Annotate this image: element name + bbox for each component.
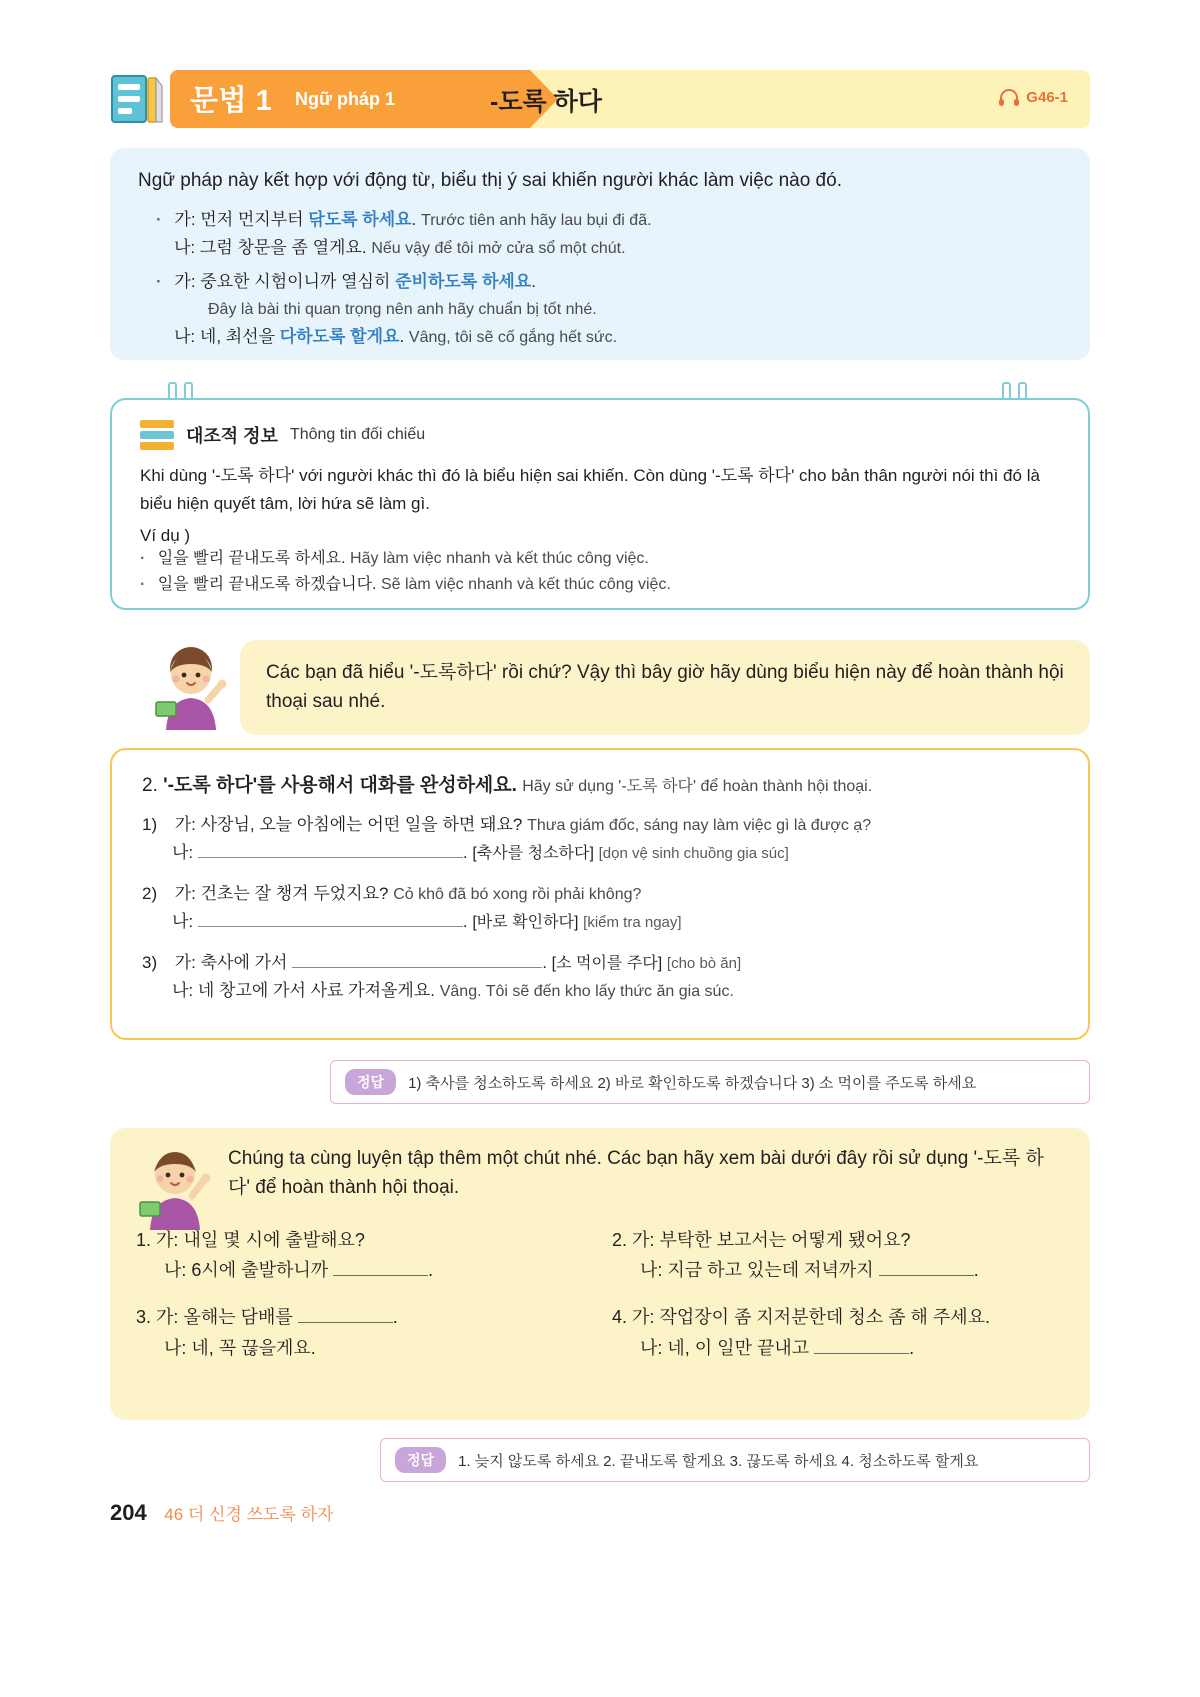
item-answer-line [172,839,1058,867]
exercise-title-kr: '-도록 하다'를 사용해서 대화를 완성하세요. [163,775,517,796]
item-q-speaker: 가: [174,815,196,834]
audio-track-label [998,88,1068,106]
practice-a-pre: 네, 꼭 끊을게요. [191,1337,316,1358]
contrast-example-kr: 일을 빨리 끝내도록 하겠습니다. [157,575,377,593]
item-q-kr: 건초는 잘 챙겨 두었지요? [200,884,389,904]
practice-a-speaker: 나: [640,1260,663,1281]
answer-text: 1. 늦지 않도록 하세요 2. 끝내도록 할게요 3. 끊도록 하세요 4. 청소하도록 할게요 [458,1452,979,1470]
dialog-line [174,323,1062,351]
contrast-body-text: Khi dùng '-도록 하다' với người khác thì đó là biểu hiện sai khiến. Còn dùng '-도록 하다' cho bản thân người nói thì đó là biểu hiện quyết tâm, lời hứa sẽ làm gì. [140,466,1040,514]
teacher-callout-1 [148,640,1090,738]
practice-q-speaker: 가: [632,1307,655,1328]
item-hint-vn: [kiểm tra ngay] [583,913,682,931]
chapter-title: 46 더 신경 쓰도록 하자 [164,1505,334,1524]
dialog-kr-highlight: 준비하도록 하세요 [395,271,532,291]
practice-number: 1. [136,1229,152,1250]
practice-answer [164,1333,588,1364]
dialog-line [174,295,1062,323]
teacher-callout-1-text: Các bạn đã hiểu '-도록하다' rồi chứ? Vậy thì bây giờ hãy dùng biểu hiện này để hoàn thành hội thoại sau nhé. [240,640,1090,735]
exercise-2-box [110,748,1090,1040]
item-number: 1) [142,815,158,834]
practice-number: 4. [612,1307,628,1328]
contrast-info-box [110,398,1090,610]
example-label: Ví dụ ) [140,526,191,546]
practice-q-speaker: 가: [156,1229,179,1250]
dialog-speaker: 가: [174,210,196,229]
item-hint-kr: [축사를 청소하다] [472,844,594,862]
dialog-line [174,234,1062,262]
practice-q-post: . [392,1307,398,1328]
contrast-info-header [140,420,1060,450]
practice-q-text: 부탁한 보고서는 어떻게 됐어요? [659,1229,911,1250]
answer-badge: 정답 [395,1447,446,1473]
item-hint-vn: [dọn vệ sinh chuồng gia súc] [598,844,789,862]
contrast-title-vn: Thông tin đối chiếu [289,426,426,443]
practice-a-post: . [428,1260,434,1281]
practice-item [136,1225,588,1286]
practice-blank-input[interactable] [814,1338,909,1354]
headphone-icon [998,88,1020,106]
item-hint-kr: [바로 확인하다] [472,913,579,931]
grammar-badge-vn: Ngữ pháp 1 [295,89,396,109]
practice-number: 2. [612,1229,628,1250]
contrast-example-vn: Hãy làm việc nhanh và kết thúc công việc. [350,550,649,568]
practice-a-post: . [909,1337,915,1358]
answer-strip-1 [330,1060,1090,1104]
dialog-kr-highlight: 다하도록 할게요 [279,327,400,347]
dialog-vn: Trước tiên anh hãy lau bụi đi đã. [421,212,652,229]
item-a-speaker: 나: [172,980,194,1000]
practice-answer [640,1333,1064,1364]
exercise-item [142,880,1058,935]
item-number: 2) [142,884,158,904]
practice-a-pre: 6시에 출발하니까 [191,1260,329,1281]
practice-question [136,1302,588,1333]
item-a-suffix: . [462,911,468,931]
dialog-vn: Vâng, tôi sẽ cố gắng hết sức. [408,329,618,347]
item-a-speaker: 나: [172,842,194,862]
practice-item [612,1302,1064,1363]
page-number: 204 [110,1500,147,1525]
practice-blank-input[interactable] [333,1260,428,1276]
item-q-kr: 사장님, 오늘 아침에는 어떤 일을 하면 돼요? [200,815,523,834]
dialog-speaker: 나: [174,327,196,347]
practice-q-speaker: 가: [632,1229,655,1250]
page-footer [110,1500,333,1526]
answer-text: 1) 축사를 청소하도록 하세요 2) 바로 확인하도록 하겠습니다 3) 소 먹이를 주도록 하세요 [408,1074,977,1092]
practice-blank-input[interactable] [879,1260,974,1276]
practice-blank-input[interactable] [298,1307,393,1323]
dialog-speaker: 가: [174,271,196,291]
dialog-kr-post: . [531,271,536,291]
practice-callout-text: Chúng ta cùng luyện tập thêm một chút nhé. Các bạn hãy xem bài dưới đây rồi sử dụng '-도록 하다' để hoàn thành hội thoại. [228,1148,1044,1199]
practice-a-speaker: 나: [164,1337,187,1358]
contrast-example-vn: Sẽ làm việc nhanh và kết thúc công việc. [380,575,671,593]
example-dialog-list [156,206,1062,351]
item-a-speaker: 나: [172,911,194,931]
practice-q-speaker: 가: [156,1307,179,1328]
item-number: 3) [142,953,158,973]
explanation-box [110,148,1090,360]
practice-a-post: . [973,1260,979,1281]
exercise-item [142,811,1058,866]
practice-items-grid [136,1225,1064,1363]
item-answer-line [172,977,1058,1005]
answer-blank-input[interactable] [198,910,463,927]
dialog-kr-pre: 네, 최선을 [199,327,280,347]
practice-a-pre: 지금 하고 있는데 저녁까지 [667,1260,874,1281]
practice-number: 3. [136,1307,152,1328]
dialog-vn: Nếu vậy để tôi mở cửa sổ một chút. [371,239,626,257]
exercise-number: 2. [142,775,158,796]
practice-a-speaker: 나: [164,1260,187,1281]
practice-box [110,1128,1090,1420]
dialog-kr-pre: 중요한 시험이니까 열심히 [200,271,396,291]
answer-strip-2 [380,1438,1090,1482]
practice-a-pre: 네, 이 일만 끝내고 [667,1337,810,1358]
grammar-badge-kr: 문법 1 [190,85,273,117]
item-a-suffix: . [462,842,468,862]
answer-badge: 정답 [345,1069,396,1095]
item-answer-line [172,908,1058,936]
practice-answer [640,1255,1064,1286]
answer-blank-input[interactable] [292,951,542,968]
exercise-item: 3) 가: 축사에 가서 . [소 먹이를 주다] [cho bò ăn] 나: 네 창고에 가서 사료 가져올게요. Vâng. Tôi sẽ đến kho lấy thức ăn gia súc. [142,949,1058,1004]
practice-q-pre: 올해는 담배를 [183,1307,293,1328]
practice-question [612,1225,1064,1256]
teacher-avatar [148,644,234,730]
practice-answer [164,1255,588,1286]
grammar-pattern-title: -도록 하다 [490,88,602,116]
practice-q-text: 작업장이 좀 지저분한데 청소 좀 해 주세요. [659,1307,991,1328]
dialog-kr-post: . [399,327,405,347]
dialog-vn: Đây là bài thi quan trọng nên anh hãy chuẩn bị tốt nhé. [208,301,597,319]
audio-track-text: G46-1 [1026,88,1068,106]
dialog-kr-pre: 먼저 먼지부터 [200,210,309,229]
answer-blank-input[interactable] [198,841,463,858]
item-q-speaker: 가: [174,884,196,904]
practice-question [612,1302,1064,1333]
contrast-example-kr: 일을 빨리 끝내도록 하세요. [157,550,346,568]
dialog-kr-post: . [411,210,417,229]
exercise-title-vn: Hãy sử dụng '-도록 하다' để hoàn thành hội thoại. [522,778,873,795]
book-icon [110,72,166,126]
dialog-line [156,206,1062,234]
item-q-vn: Thưa giám đốc, sáng nay làm việc gì là được ạ? [527,817,872,834]
dialog-kr-pre: 그럼 창문을 좀 열게요. [199,237,367,257]
item-q-kr: 축사에 가서 [200,953,288,973]
contrast-example [140,572,1060,598]
dialog-speaker: 나: [174,237,196,257]
stack-books-icon [140,420,174,450]
practice-q-text: 내일 몇 시에 출발해요? [183,1229,365,1250]
item-q-vn: Cỏ khô đã bó xong rồi phải không? [393,886,642,904]
contrast-example [140,546,1060,572]
dialog-line [156,268,1062,296]
item-q-speaker: 가: [174,953,196,973]
section-header [110,70,1090,128]
practice-a-speaker: 나: [640,1337,663,1358]
item-a-vn: Vâng. Tôi sẽ đến kho lấy thức ăn gia súc. [439,982,734,1000]
explanation-lead: Ngữ pháp này kết hợp với động từ, biểu thị ý sai khiến người khác làm việc nào đó. [138,170,842,191]
teacher-avatar [132,1144,218,1230]
item-hint-kr: [소 먹이를 주다] [551,955,663,973]
item-a-kr: 네 창고에 가서 사료 가져올게요. [197,980,435,1000]
dialog-kr-highlight: 닦도록 하세요 [308,210,412,229]
contrast-title-kr: 대조적 정보 [186,426,278,446]
practice-item [612,1225,1064,1286]
item-hint-vn: [cho bò ăn] [666,955,742,973]
exercise-2-title [142,770,1058,797]
practice-item [136,1302,588,1363]
